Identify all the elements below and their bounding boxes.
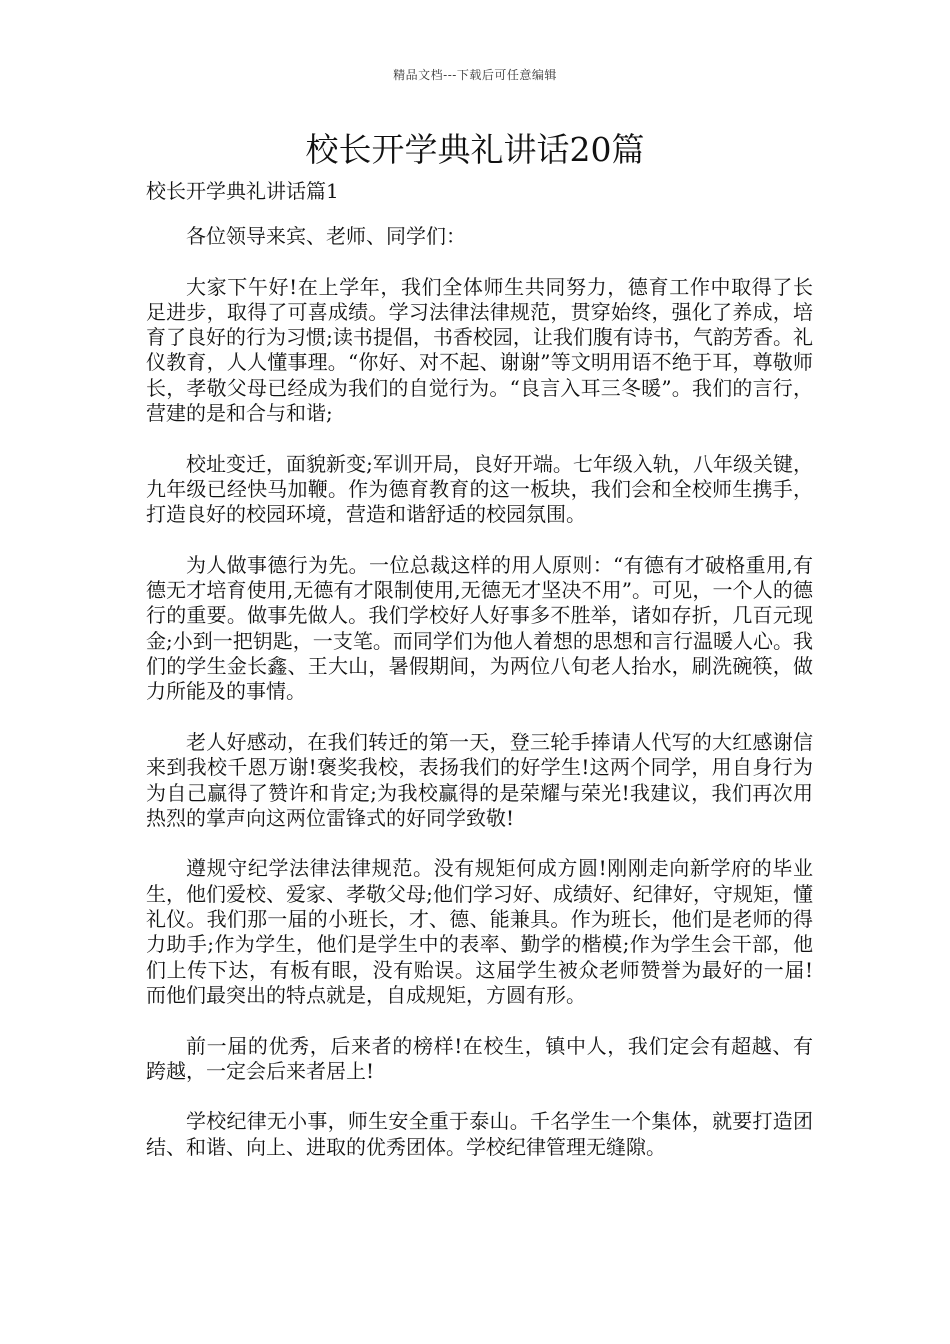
document-body: [146, 224, 813, 1185]
paragraph: 遵规守纪学法律法律规范。没有规矩何成方圆!刚刚走向新学府的毕业生，他们爱校、爱家、孝敬父母;他们学习好、成绩好、纪律好，守规矩，懂礼仪。我们那一届的小班长，才、德、能兼具。作为班长，他们是老师的得力助手;作为学生，他们是学生中的表率、勤学的楷模;作为学生会干部，他们上传下达，有板有眼，没有贻误。这届学生被众老师赞誉为最好的一届!而他们最突出的特点就是，自成规矩，方圆有形。: [146, 856, 813, 1007]
paragraph: 为人做事德行为先。一位总裁这样的用人原则：“有德有才破格重用,有德无才培育使用,无德有才限制使用,无德无才坚决不用”。可见，一个人的德行的重要。做事先做人。我们学校好人好事多不胜举，诸如存折，几百元现金;小到一把钥匙，一支笔。而同学们为他人着想的思想和言行温暖人心。我们的学生金长鑫、王大山，暑假期间，为两位八旬老人抬水，刷洗碗筷，做力所能及的事情。: [146, 552, 813, 704]
paragraph: 大家下午好!在上学年，我们全体师生共同努力，德育工作中取得了长足进步，取得了可喜成绩。学习法律法律规范，贯穿始终，强化了养成，培育了良好的行为习惯;读书提倡，书香校园，让我们腹有诗书，气韵芳香。礼仪教育，人人懂事理。“你好、对不起、谢谢”等文明用语不绝于耳，尊敬师长，孝敬父母已经成为我们的自觉行为。“良言入耳三冬暖”。我们的言行，营建的是和合与和谐;: [146, 274, 813, 426]
document-title: 校长开学典礼讲话20篇: [305, 130, 645, 169]
paragraph-salutation: 各位领导来宾、老师、同学们：: [186, 224, 466, 248]
section-subtitle: 校长开学典礼讲话篇1: [146, 179, 339, 203]
paragraph: 学校纪律无小事，师生安全重于泰山。千名学生一个集体，就要打造团结、和谐、向上、进取的优秀团体。学校纪律管理无缝隙。: [146, 1109, 813, 1159]
paragraph: 校址变迁，面貌新变;军训开局，良好开端。七年级入轨，八年级关键，九年级已经快马加鞭。作为德育教育的这一板块，我们会和全校师生携手，打造良好的校园环境，营造和谐舒适的校园氛围。: [146, 451, 813, 527]
paragraph: 老人好感动，在我们转迁的第一天，登三轮手捧请人代写的大红感谢信来到我校千恩万谢!褒奖我校，表扬我们的好学生!这两个同学，用自身行为为自己赢得了赞许和肯定;为我校赢得的是荣耀与荣光!我建议，我们再次用热烈的掌声向这两位雷锋式的好同学致敬!: [146, 729, 813, 830]
paragraph: 前一届的优秀，后来者的榜样!在校生，镇中人，我们定会有超越、有跨越，一定会后来者居上!: [146, 1033, 813, 1083]
header-note: 精品文档---下载后可任意编辑: [393, 68, 557, 82]
